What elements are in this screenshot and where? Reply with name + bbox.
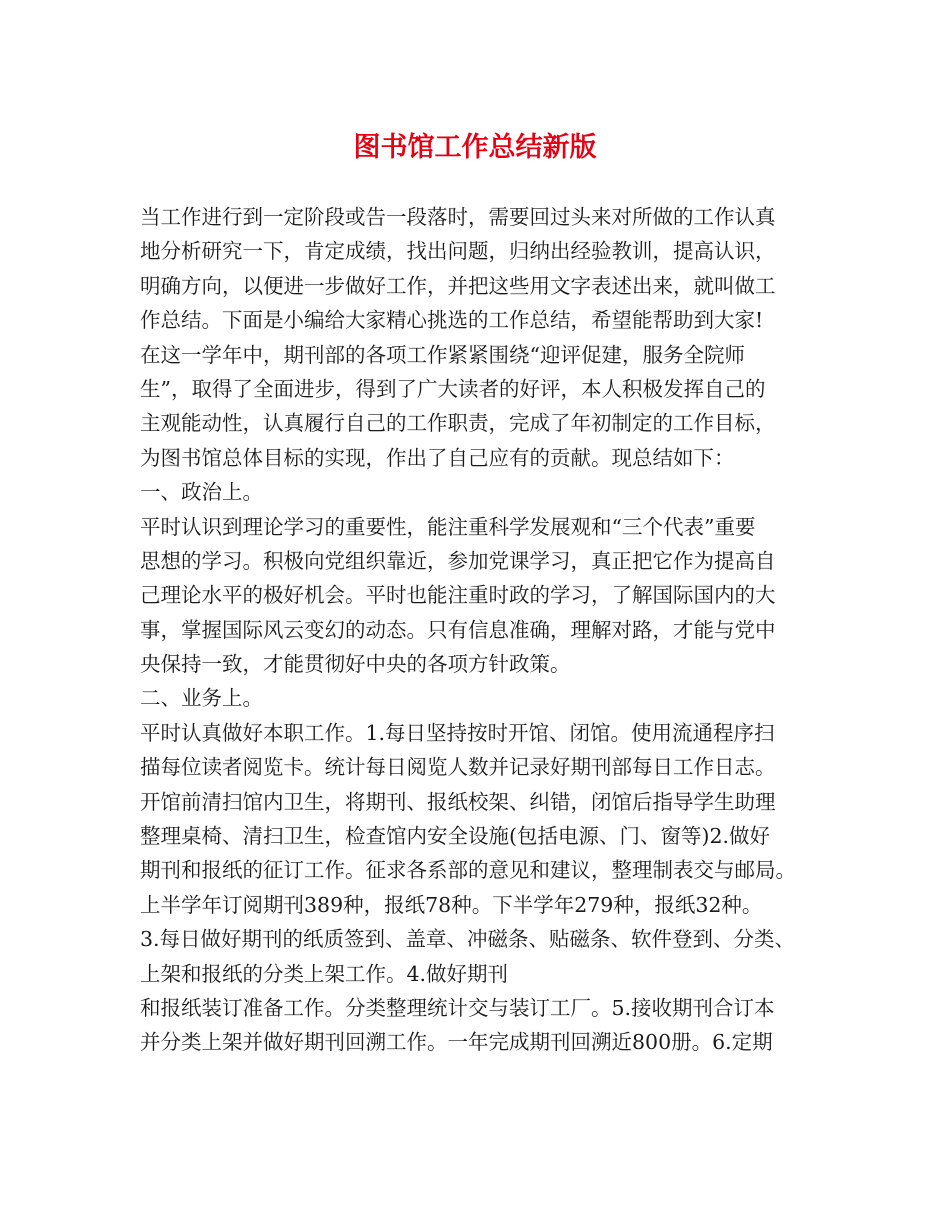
body-line: 为图书馆总体目标的实现，作出了自己应有的贡献。现总结如下： (140, 445, 735, 470)
body-line: 并分类上架并做好期刊回溯工作。一年完成期刊回溯近800册。6.定期 (140, 1030, 773, 1055)
body-line: 和报纸装订准备工作。分类整理统计交与装订工厂。5.接收期刊合订本 (140, 995, 775, 1020)
body-line: 描每位读者阅览卡。统计每日阅览人数并记录好期刊部每日工作日志。 (140, 755, 776, 780)
body-line: 平时认真做好本职工作。1.每日坚持按时开馆、闭馆。使用流通程序扫 (140, 720, 775, 745)
body-line: 己理论水平的极好机会。平时也能注重时政的学习，了解国际国内的大 (140, 583, 776, 608)
body-line: 当工作进行到一定阶段或告一段落时，需要回过头来对所做的工作认真 (140, 205, 776, 229)
body-line: 明确方向，以便进一步做好工作，并把这些用文字表述出来，就叫做工 (140, 273, 776, 298)
body-line: 思想的学习。积极向党组织靠近，参加党课学习，真正把它作为提高自 (140, 548, 776, 573)
body-line: 主观能动性，认真履行自己的工作职责，完成了年初制定的工作目标， (140, 411, 776, 436)
body-line: 地分析研究一下，肯定成绩，找出问题，归纳出经验教训，提高认识， (140, 239, 776, 264)
body-line: 在这一学年中，期刊部的各项工作紧紧围绕“迎评促建，服务全院师 (140, 342, 745, 367)
body-line: 一、政治上。 (140, 480, 263, 505)
body-line: 上架和报纸的分类上架工作。4.做好期刊 (140, 961, 509, 986)
document-body (140, 200, 840, 1060)
body-line: 上半学年订阅期刊389种，报纸78种。下半学年279种，报纸32种。 (140, 892, 763, 917)
body-line: 二、业务上。 (140, 686, 263, 711)
body-line: 期刊和报纸的征订工作。征求各系部的意见和建议，整理制表交与邮局。 (140, 858, 796, 883)
body-line: 作总结。下面是小编给大家精心挑选的工作总结，希望能帮助到大家! (140, 308, 764, 333)
body-line: 3.每日做好期刊的纸质签到、盖章、冲磁条、贴磁条、软件登到、分类、 (140, 927, 796, 952)
body-line: 平时认识到理论学习的重要性，能注重科学发展观和“三个代表”重要 (140, 514, 756, 539)
body-line: 生”，取得了全面进步，得到了广大读者的好评，本人积极发挥自己的 (140, 376, 766, 401)
body-line: 事，掌握国际风云变幻的动态。只有信息准确，理解对路，才能与党中 (140, 617, 776, 642)
document-title: 图书馆工作总结新版 (353, 132, 597, 163)
body-line: 开馆前清扫馆内卫生，将期刊、报纸校架、纠错，闭馆后指导学生助理 (140, 789, 776, 814)
body-line: 央保持一致，才能贯彻好中央的各项方针政策。 (140, 652, 571, 677)
body-line: 整理桌椅、清扫卫生，检查馆内安全设施(包括电源、门、窗等)2.做好 (140, 824, 771, 849)
